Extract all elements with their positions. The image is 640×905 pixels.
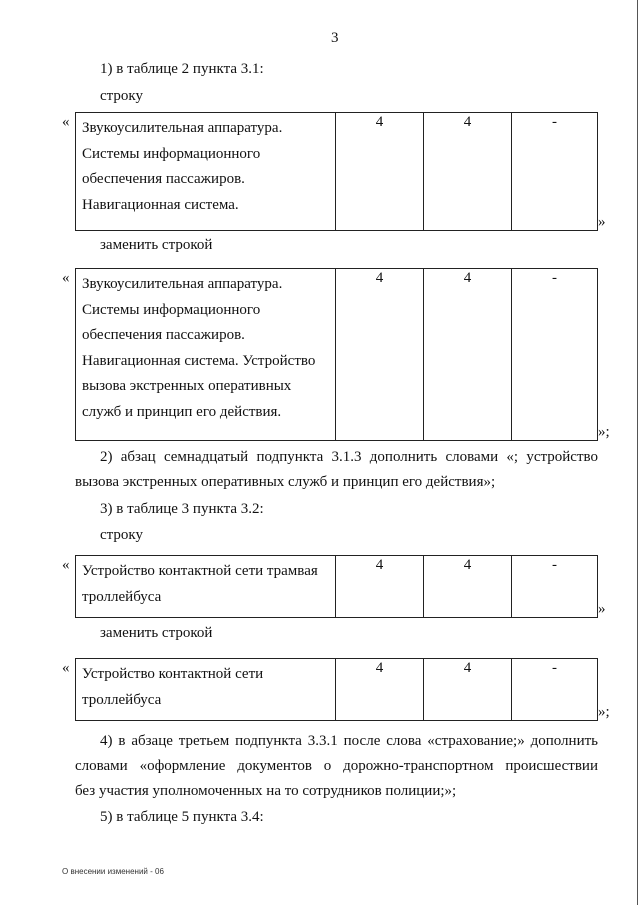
text-line: Звукоусилительная аппаратура. [82, 120, 283, 136]
scan-edge [637, 0, 638, 905]
text-line: Системы информационного [82, 145, 261, 162]
table-new-row-3 [75, 658, 598, 721]
value-cell: 4 [336, 659, 424, 720]
text-line: Системы информационного [82, 301, 261, 318]
open-quote: « [62, 557, 70, 573]
row-text [76, 113, 336, 230]
open-quote: « [62, 114, 70, 130]
row-text [76, 556, 336, 617]
text-line: троллейбуса [82, 588, 162, 605]
text-line: Устройство контактной сети трамвая [82, 563, 318, 579]
item2-line1: 2) абзац семнадцатый подпункта 3.1.3 дополнить словами «; устройство [100, 449, 598, 465]
value-cell: 4 [336, 113, 424, 230]
text-line: Навигационная система. Устройство [82, 352, 316, 369]
item4-line2: словами «оформление документов о дорожно-транспортном происшествии [75, 758, 598, 774]
value-cell: 4 [424, 269, 512, 440]
footer-text: О внесении изменений - 06 [62, 867, 164, 876]
value-cell: 4 [424, 556, 512, 617]
close-quote: » [598, 214, 606, 230]
value-cell: - [552, 660, 557, 676]
item5-intro: 5) в таблице 5 пункта 3.4: [100, 809, 264, 825]
text-line: Устройство контактной сети [82, 666, 264, 682]
close-quote: »; [598, 424, 610, 440]
item4-line3: без участия уполномоченных на то сотрудников полиции;»; [75, 783, 457, 799]
open-quote: « [62, 270, 70, 286]
table-old-row-1 [75, 112, 598, 231]
text-line: обеспечения пассажиров. [82, 327, 245, 343]
text-line: вызова экстренных оперативных [82, 378, 292, 394]
open-quote: « [62, 660, 70, 676]
item3-replace-label: заменить строкой [100, 625, 213, 641]
close-quote: » [598, 601, 606, 617]
item3-row-label: строку [100, 527, 143, 543]
text-line: Навигационная система. [82, 196, 239, 213]
item3-intro: 3) в таблице 3 пункта 3.2: [100, 501, 264, 517]
page-number: 3 [331, 30, 339, 46]
item4-line1: 4) в абзаце третьем подпункта 3.3.1 после слова «страхование;» дополнить [100, 733, 598, 749]
row-text [76, 659, 336, 720]
value-cell: - [552, 270, 557, 286]
value-cell: 4 [424, 113, 512, 230]
close-quote: »; [598, 704, 610, 720]
item2-line2: вызова экстренных оперативных служб и принцип его действия»; [75, 474, 496, 490]
item1-intro: 1) в таблице 2 пункта 3.1: [100, 61, 264, 77]
text-line: Звукоусилительная аппаратура. [82, 276, 283, 292]
text-line: служб и принцип его действия. [82, 403, 282, 420]
table-old-row-3 [75, 555, 598, 618]
value-cell: 4 [424, 659, 512, 720]
item1-row-label: строку [100, 88, 143, 104]
table-new-row-1 [75, 268, 598, 441]
value-cell: 4 [336, 556, 424, 617]
value-cell: - [552, 114, 557, 130]
value-cell: 4 [336, 269, 424, 440]
item1-replace-label: заменить строкой [100, 237, 213, 253]
text-line: обеспечения пассажиров. [82, 171, 245, 187]
row-text [76, 269, 336, 440]
text-line: троллейбуса [82, 691, 162, 708]
value-cell: - [552, 557, 557, 573]
